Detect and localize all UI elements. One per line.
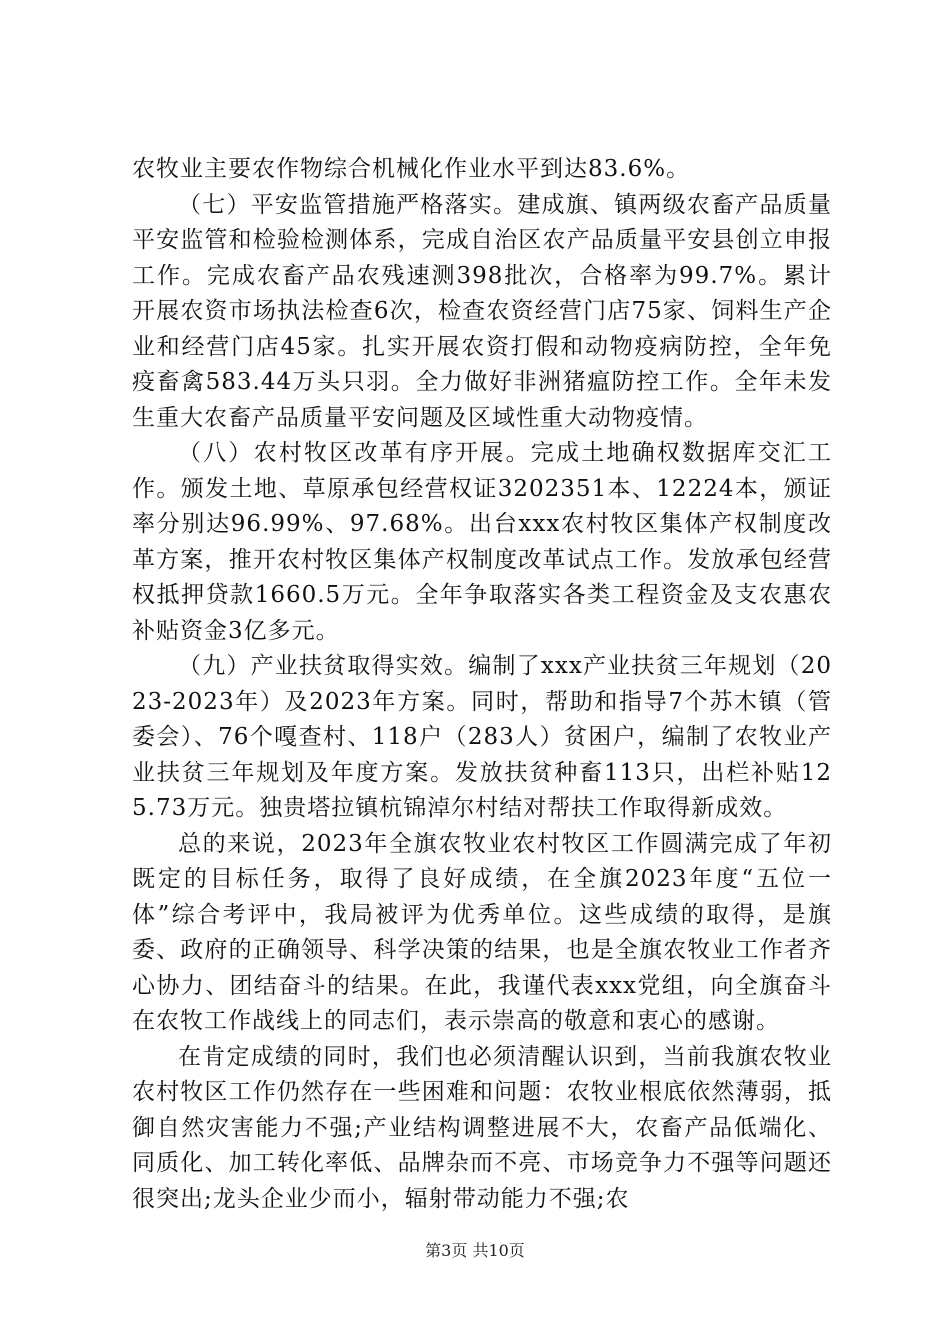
paragraph-6: 在肯定成绩的同时，我们也必须清醒认识到，当前我旗农牧业农村牧区工作仍然存在一些困难和问题：农牧业根底依然薄弱，抵御自然灾害能力不强;产业结构调整进展不大，农畜产品低端化、同质化、加工转化率低、品牌杂而不亮、市场竞争力不强等问题还很突出;龙头企业少而小，辐射带动能力不强;农 [132,1043,832,1212]
paragraph-5: 总的来说，2023年全旗农牧业农村牧区工作圆满完成了年初既定的目标任务，取得了良好成绩，在全旗2023年度“五位一体”综合考评中，我局被评为优秀单位。这些成绩的取得，是旗委、政府的正确领导、科学决策的结果，也是全旗农牧业工作者齐心协力、团结奋斗的结果。在此，我谨代表xxx党组，向全旗奋斗在农牧工作战线上的同志们，表示崇高的敬意和衷心的感谢。 [132,830,832,1034]
paragraph-1: 农牧业主要农作物综合机械化作业水平到达83.6%。 [132,156,691,182]
page-footer: 第3页 共10页 [425,1241,525,1260]
paragraph-2: （七）平安监管措施严格落实。建成旗、镇两级农畜产品质量平安监管和检验检测体系，完成自治区农产品质量平安县创立申报工作。完成农畜产品农残速测398批次，合格率为99.7%。累计开展农资市场执法检查6次，检查农资经营门店75家、饲料生产企业和经营门店45家。扎实开展农资打假和动物疫病防控，全年免疫畜禽583.44万头只羽。全力做好非洲猪瘟防控工作。全年未发生重大农畜产品质量平安问题及区域性重大动物疫情。 [132,191,832,431]
paragraph-4: （九）产业扶贫取得实效。编制了xxx产业扶贫三年规划（2023-2023年）及2023年方案。同时，帮助和指导7个苏木镇（管委会）、76个嘎查村、118户（283人）贫困户，编制了农牧业产业扶贫三年规划及年度方案。发放扶贫种畜113只，出栏补贴125.73万元。独贵塔拉镇杭锦淖尔村结对帮扶工作取得新成效。 [132,653,832,821]
paragraph-3: （八）农村牧区改革有序开展。完成土地确权数据库交汇工作。颁发土地、草原承包经营权证3202351本、12224本，颁证率分别达96.99%、97.68%。出台xxx农村牧区集体产权制度改革方案，推开农村牧区集体产权制度改革试点工作。发放承包经营权抵押贷款1660.5万元。全年争取落实各类工程资金及支农惠农补贴资金3亿多元。 [132,440,832,644]
document-body [132,152,832,1217]
